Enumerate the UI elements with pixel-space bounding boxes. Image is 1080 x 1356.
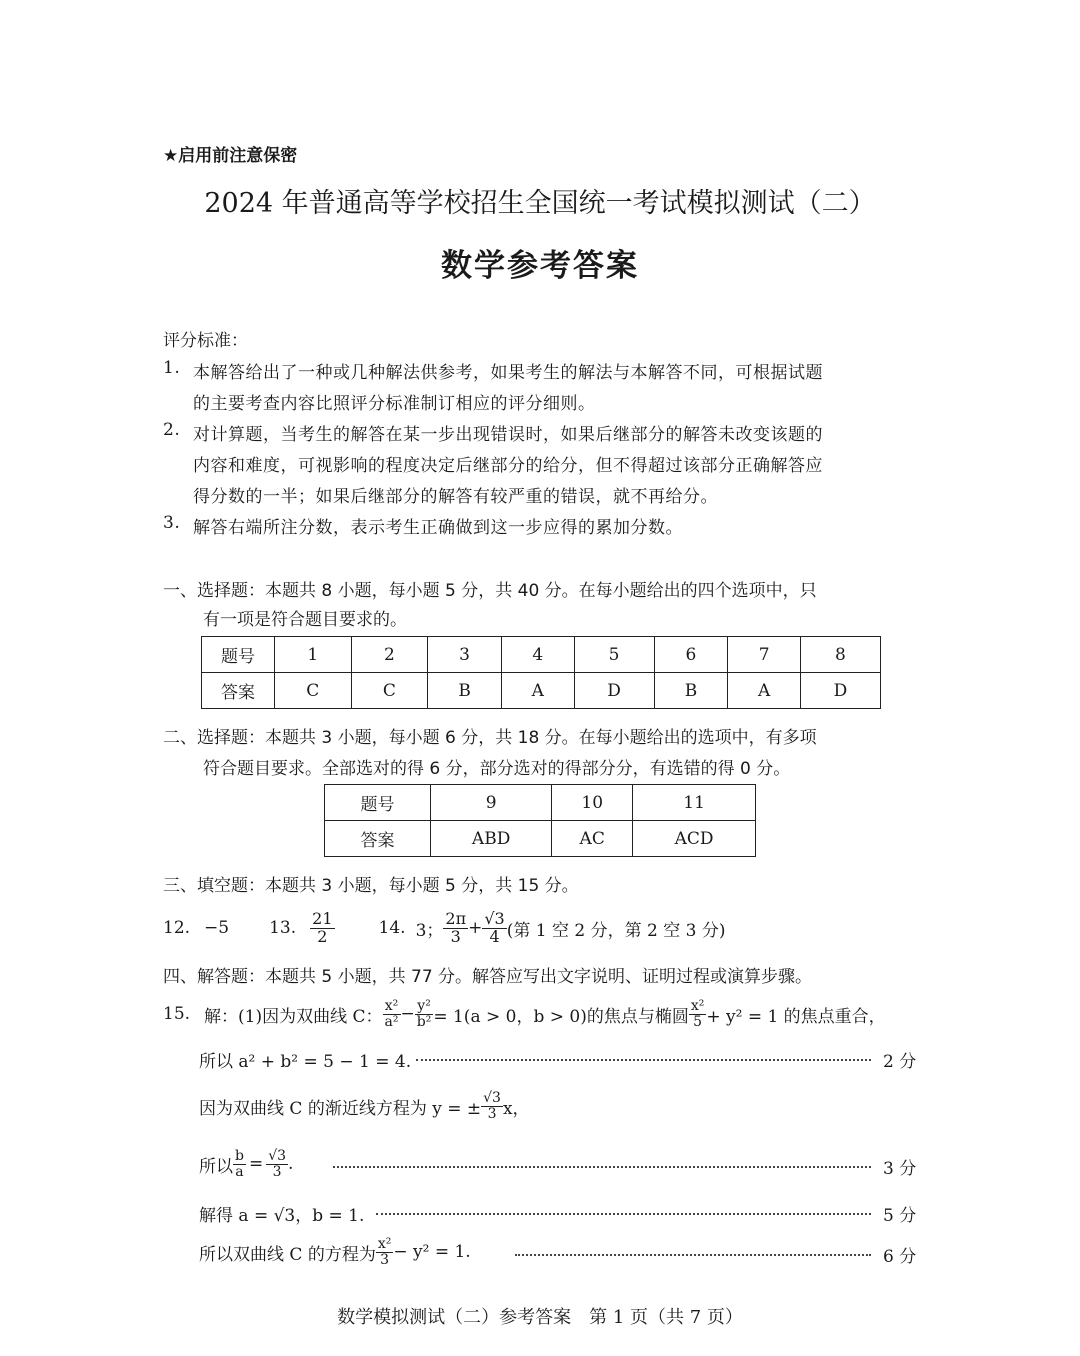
section2-answer-table	[324, 784, 756, 857]
leader-dots	[333, 1166, 871, 1168]
q14-fraction-2	[482, 908, 506, 946]
period: .	[288, 1154, 294, 1174]
question-cell-4: 4	[501, 637, 574, 673]
answer-cell-8: D	[800, 673, 880, 709]
fraction-numerator: x²	[377, 1235, 392, 1252]
q12-number: 12.	[163, 918, 191, 938]
fraction-numerator: y²	[415, 999, 434, 1015]
q14-fraction-1	[443, 908, 468, 946]
answer-cell-11: ACD	[633, 821, 756, 857]
q13-denominator: 2	[317, 926, 328, 946]
question-cell-6: 6	[654, 637, 728, 673]
q15-line-2: 所以 a² + b² = 5 − 1 = 4.	[199, 1052, 412, 1072]
rule-1-line-1: 本解答给出了一种或几种解法供参考，如果考生的解法与本解答不同，可根据试题	[193, 363, 823, 383]
question-cell-3: 3	[428, 637, 502, 673]
q15-condition-text: = 1(a > 0，b > 0)的焦点与椭圆	[433, 1006, 689, 1027]
confidential-notice: ★启用前注意保密	[163, 146, 298, 166]
q14-fraction-2-denominator: 4	[489, 926, 500, 946]
answer-cell-1: C	[275, 673, 352, 709]
score-3: 3 分	[883, 1159, 917, 1179]
final-equation-fraction	[376, 1237, 394, 1267]
q13-numerator: 21	[312, 908, 333, 928]
score-5: 5 分	[883, 1206, 917, 1226]
answer-cell-6: B	[654, 673, 728, 709]
question-cell-5: 5	[574, 637, 654, 673]
table-row	[325, 785, 756, 821]
q13-answer-fraction	[310, 908, 334, 946]
fraction-numerator: b	[235, 1147, 244, 1164]
fraction-denominator: b²	[416, 1013, 432, 1030]
document-subtitle: 数学参考答案	[441, 248, 639, 284]
rules-heading: 评分标准：	[163, 331, 248, 351]
answer-cell-3: B	[428, 673, 502, 709]
section1-heading-line1: 一、选择题：本题共 8 小题，每小题 5 分，共 40 分。在每小题给出的四个选项中，只	[163, 581, 817, 601]
q15-intro-text: 解：(1)因为双曲线 C：	[204, 1006, 383, 1027]
table-row	[202, 637, 881, 673]
answer-label-cell: 答案	[202, 673, 275, 709]
leader-dots	[515, 1254, 871, 1256]
q14-fraction-1-denominator: 3	[450, 926, 461, 946]
fraction-denominator: 3	[272, 1163, 282, 1180]
leader-dots	[416, 1059, 871, 1061]
q14-number: 14.	[378, 918, 406, 938]
score-6: 6 分	[883, 1247, 917, 1267]
q14-fraction-2-numerator: √3	[484, 908, 505, 928]
q15-line-6	[199, 1228, 471, 1276]
q12-answer: −5	[204, 918, 230, 938]
section2-heading-line2: 符合题目要求。全部选对的得 6 分，部分选对的得部分分，有选错的得 0 分。	[203, 759, 791, 779]
fraction-denominator: a	[235, 1163, 244, 1180]
hyperbola-x-fraction	[383, 999, 401, 1029]
answer-cell-7: A	[728, 673, 801, 709]
fill-in-answers-row	[163, 906, 725, 950]
fraction-numerator: x²	[690, 997, 705, 1014]
answer-cell-5: D	[574, 673, 654, 709]
answer-cell-10: AC	[552, 821, 633, 857]
section1-heading-line2: 有一项是符合题目要求的。	[203, 610, 407, 630]
fraction-numerator: x²	[383, 999, 401, 1015]
section4-heading: 四、解答题：本题共 5 小题，共 77 分。解答应写出文字说明、证明过程或演算步骤。	[163, 967, 813, 987]
leader-dots	[376, 1213, 871, 1215]
equals-sign: =	[248, 1154, 264, 1174]
section3-heading: 三、填空题：本题共 3 小题，每小题 5 分，共 15 分。	[163, 876, 579, 896]
rule-2-line-2: 内容和难度，可视影响的程度决定后继部分的给分，但不得超过该部分正确解答应	[193, 456, 823, 476]
rule-1-number: 1.	[163, 358, 181, 378]
q14-plus: +	[468, 918, 483, 938]
rule-2-line-3: 得分数的一半；如果后继部分的解答有较严重的错误，就不再给分。	[193, 487, 718, 507]
ellipse-x-fraction	[689, 999, 707, 1029]
q15-line-4	[199, 1140, 293, 1188]
question-cell-7: 7	[728, 637, 801, 673]
fraction-denominator: a²	[384, 1013, 399, 1030]
table-row	[202, 673, 881, 709]
q15-line-1	[163, 990, 886, 1038]
question-cell-9: 9	[431, 785, 552, 821]
fraction-denominator: 5	[693, 1013, 703, 1030]
equation-text: 所以双曲线 C 的方程为	[199, 1244, 376, 1265]
page-footer: 数学模拟测试（二）参考答案 第 1 页（共 7 页）	[337, 1307, 743, 1328]
q14-scoring-note: (第 1 空 2 分，第 2 空 3 分)	[506, 920, 726, 941]
section2-heading-line1: 二、选择题：本题共 3 小题，每小题 6 分，共 18 分。在每小题给出的选项中，有多项	[163, 728, 817, 748]
minus-sign: −	[400, 1004, 415, 1024]
score-2: 2 分	[883, 1052, 917, 1072]
answer-cell-4: A	[501, 673, 574, 709]
question-cell-10: 10	[552, 785, 633, 821]
asymptote-text: 因为双曲线 C 的渐近线方程为 y = ±	[199, 1098, 482, 1119]
fraction-denominator: 3	[487, 1105, 497, 1122]
question-cell-8: 8	[800, 637, 880, 673]
rule-3-line-1: 解答右端所注分数，表示考生正确做到这一步应得的累加分数。	[193, 518, 683, 538]
question-label-cell: 题号	[325, 785, 431, 821]
rule-3-number: 3.	[163, 513, 181, 533]
hyperbola-y-fraction	[415, 999, 434, 1029]
section1-answer-table	[201, 636, 881, 709]
rule-2-number: 2.	[163, 420, 181, 440]
fraction-numerator: √3	[268, 1147, 287, 1164]
q15-ellipse-text: + y² = 1 的焦点重合，	[706, 1006, 886, 1027]
q15-line-3	[199, 1082, 530, 1130]
q13-number: 13.	[269, 918, 297, 938]
final-equation-rest: − y² = 1.	[393, 1242, 471, 1262]
rule-1-line-2: 的主要考查内容比照评分标准制订相应的评分细则。	[193, 394, 596, 414]
fraction-denominator: 3	[380, 1251, 390, 1268]
ratio-b-over-a	[233, 1149, 246, 1179]
answer-cell-9: ABD	[431, 821, 552, 857]
therefore-text: 所以	[199, 1156, 233, 1177]
question-cell-11: 11	[633, 785, 756, 821]
answer-label-cell: 答案	[325, 821, 431, 857]
asymptote-x-text: x，	[502, 1098, 530, 1119]
q14-first-answer: 3；	[415, 920, 444, 941]
rule-2-line-1: 对计算题，当考生的解答在某一步出现错误时，如果后继部分的解答未改变该题的	[193, 425, 823, 445]
q14-fraction-1-numerator: 2π	[445, 908, 467, 928]
answer-cell-2: C	[351, 673, 428, 709]
q15-line-5: 解得 a = √3，b = 1.	[199, 1206, 365, 1226]
asymptote-slope-fraction	[481, 1091, 503, 1121]
ratio-value-fraction	[266, 1149, 288, 1179]
fraction-numerator: √3	[483, 1089, 501, 1106]
question-cell-2: 2	[351, 637, 428, 673]
q15-number: 15.	[163, 1004, 191, 1024]
question-cell-1: 1	[275, 637, 352, 673]
table-row	[325, 821, 756, 857]
question-label-cell: 题号	[202, 637, 275, 673]
exam-title: 2024 年普通高等学校招生全国统一考试模拟测试（二）	[204, 188, 876, 219]
